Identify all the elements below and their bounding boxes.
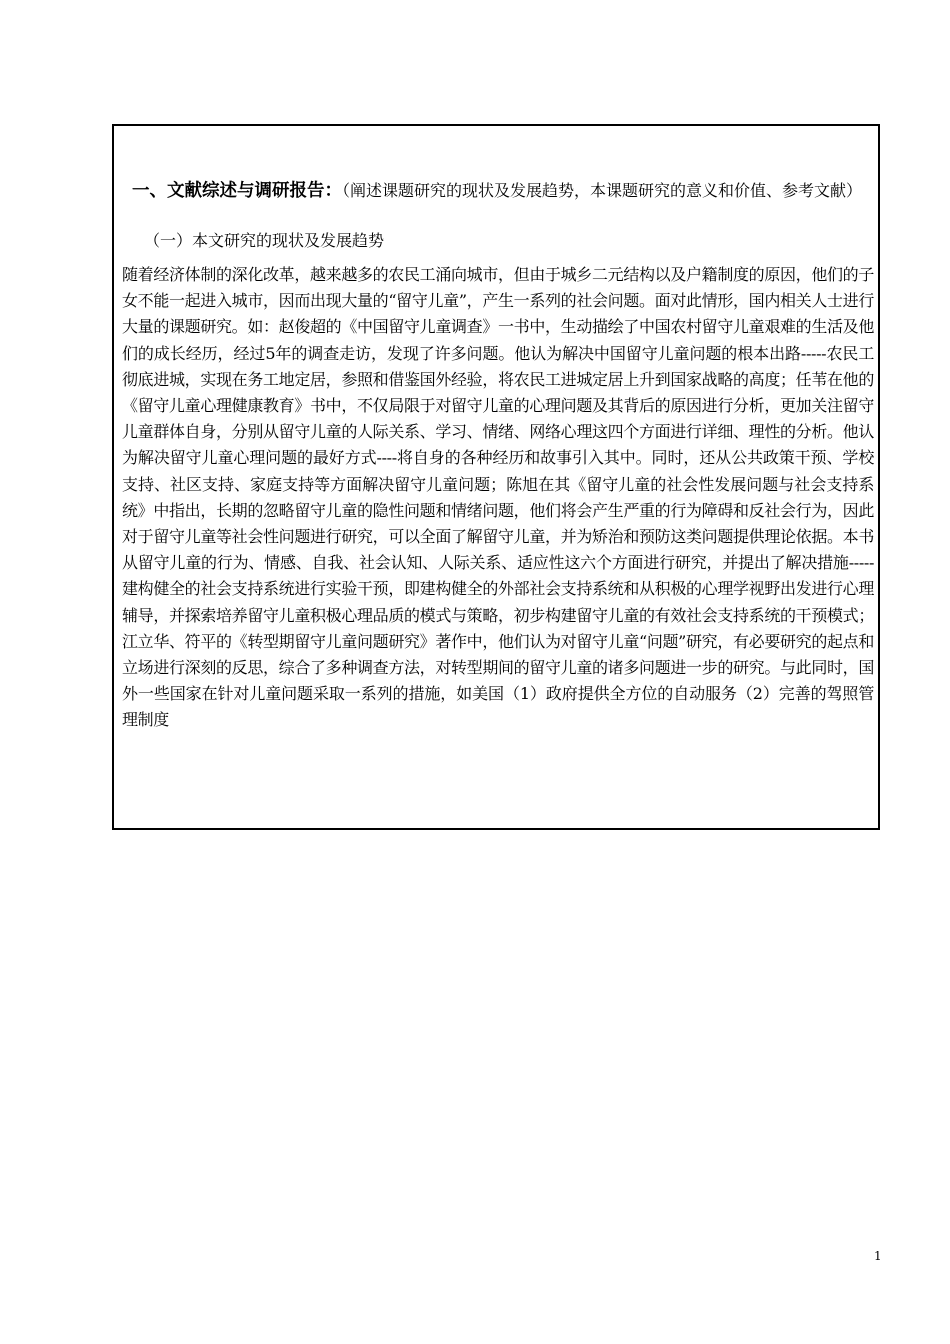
subsection-heading: （一）本文研究的现状及发展趋势: [144, 231, 385, 250]
section-heading-note: （阐述课题研究的现状及发展趋势，本课题研究的意义和价值、参考文献）: [342, 181, 863, 200]
section-heading-title: 一、文献综述与调研报告：: [132, 181, 342, 201]
section-heading: [122, 178, 874, 204]
literature-review-box: [112, 124, 880, 830]
page-number: 1: [874, 1249, 882, 1263]
body-paragraph: 随着经济体制的深化改革，越来越多的农民工涌向城市，但由于城乡二元结构以及户籍制度的原因，他们的子女不能一起进入城市，因而出现大量的“留守儿童”，产生一系列的社会问题。面对此情形，国内相关人士进行大量的课题研究。如：赵俊超的《中国留守儿童调查》一书中，生动描绘了中国农村留守儿童艰难的生活及他们的成长经历，经过5年的调查走访，发现了许多问题。他认为解决中国留守儿童问题的根本出路-----农民工彻底进城，实现在务工地定居，参照和借鉴国外经验，将农民工进城定居上升到国家战略的高度；任苇在他的《留守儿童心理健康教育》书中，不仅局限于对留守儿童的心理问题及其背后的原因进行分析，更加关注留守儿童群体自身，分别从留守儿童的人际关系、学习、情绪、网络心理这四个方面进行详细、理性的分析。他认为解决留守儿童心理问题的最好方式----将自身的各种经历和故事引入其中。同时，还从公共政策干预、学校支持、社区支持、家庭支持等方面解决留守儿童问题；陈旭在其《留守儿童的社会性发展问题与社会支持系统》中指出，长期的忽略留守儿童的隐性问题和情绪问题，他们将会产生严重的行为障碍和反社会行为，因此对于留守儿童等社会性问题进行研究，可以全面了解留守儿童，并为矫治和预防这类问题提供理论依据。本书从留守儿童的行为、情感、自我、社会认知、人际关系、适应性这六个方面进行研究，并提出了解决措施-----建构健全的社会支持系统进行实验干预，即建构健全的外部社会支持系统和从积极的心理学视野出发进行心理辅导，并探索培养留守儿童积极心理品质的模式与策略，初步构建留守儿童的有效社会支持系统的干预模式；江立华、符平的《转型期留守儿童问题研究》著作中，他们认为对留守儿童“问题”研究，有必要研究的起点和立场进行深刻的反思，综合了多种调查方法，对转型期间的留守儿童的诸多问题进一步的研究。与此同时，国外一些国家在针对儿童问题采取一系列的措施，如美国（1）政府提供全方位的自动服务（2）完善的驾照管理制度: [122, 265, 874, 730]
